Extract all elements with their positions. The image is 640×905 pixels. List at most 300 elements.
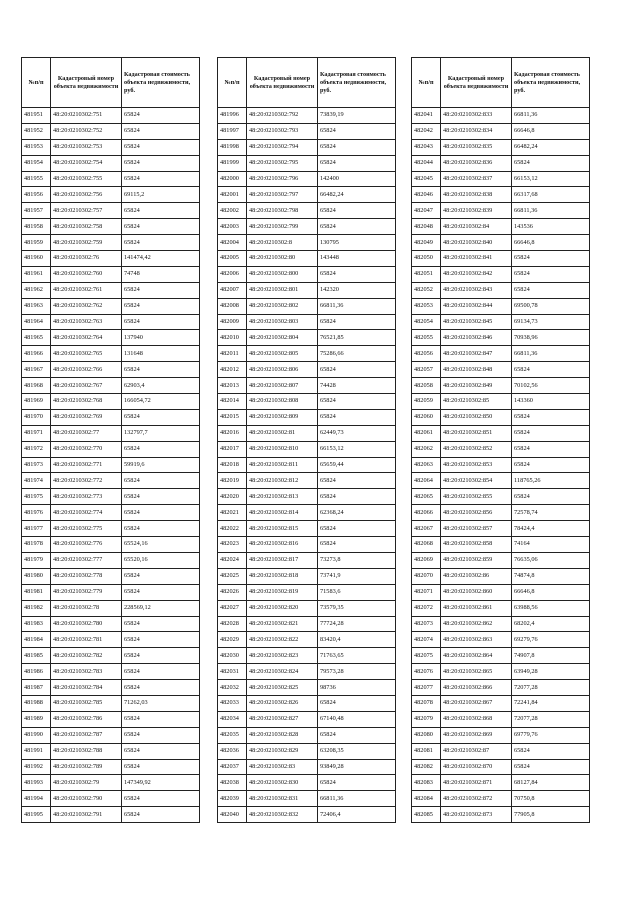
cell-cadastral-number: 48:20:0210302:864	[441, 648, 512, 664]
cell-num: 482035	[218, 727, 247, 743]
table-row	[22, 171, 200, 187]
cell-cost: 76521,85	[318, 330, 396, 346]
cell-num: 482028	[218, 616, 247, 632]
cell-num: 481965	[22, 330, 51, 346]
table-row	[218, 695, 396, 711]
cell-num: 481968	[22, 378, 51, 394]
table-row	[412, 409, 590, 425]
table-row	[22, 155, 200, 171]
cell-cost: 65824	[122, 664, 200, 680]
cell-cost: 74907,8	[512, 648, 590, 664]
cell-cost: 72241,84	[512, 695, 590, 711]
cell-cadastral-number: 48:20:0210302:78	[51, 600, 122, 616]
cell-cadastral-number: 48:20:0210302:772	[51, 473, 122, 489]
table-row	[22, 775, 200, 791]
cell-cost: 65824	[122, 282, 200, 298]
cell-cadastral-number: 48:20:0210302:817	[247, 552, 318, 568]
cell-cadastral-number: 48:20:0210302:846	[441, 330, 512, 346]
cell-cost: 65824	[122, 616, 200, 632]
cell-cost: 131648	[122, 346, 200, 362]
table-row	[22, 632, 200, 648]
cell-cadastral-number: 48:20:0210302:834	[441, 123, 512, 139]
cell-cost: 69134,73	[512, 314, 590, 330]
table-row	[22, 568, 200, 584]
cell-num: 482013	[218, 378, 247, 394]
cell-cost: 65824	[318, 521, 396, 537]
cell-cadastral-number: 48:20:0210302:775	[51, 521, 122, 537]
table-row	[218, 473, 396, 489]
cell-num: 482067	[412, 521, 441, 537]
cell-cost: 73741,9	[318, 568, 396, 584]
table-row	[22, 394, 200, 410]
cell-cadastral-number: 48:20:0210302:85	[441, 394, 512, 410]
cell-num: 482071	[412, 584, 441, 600]
cadastral-table-3	[411, 57, 590, 823]
table-row	[22, 743, 200, 759]
cell-cadastral-number: 48:20:0210302:796	[247, 171, 318, 187]
table-row	[22, 648, 200, 664]
cell-num: 482037	[218, 759, 247, 775]
table-row	[218, 807, 396, 823]
table-row	[22, 807, 200, 823]
cell-num: 482006	[218, 266, 247, 282]
cell-num: 482049	[412, 235, 441, 251]
cell-cost: 65824	[318, 123, 396, 139]
cell-num: 482020	[218, 489, 247, 505]
cell-num: 482058	[412, 378, 441, 394]
table-row	[412, 394, 590, 410]
cell-cadastral-number: 48:20:0210302:840	[441, 235, 512, 251]
cell-num: 481969	[22, 394, 51, 410]
cell-cadastral-number: 48:20:0210302:81	[247, 425, 318, 441]
table-row	[218, 711, 396, 727]
cell-cost: 62903,4	[122, 378, 200, 394]
cell-cadastral-number: 48:20:0210302:863	[441, 632, 512, 648]
cell-cadastral-number: 48:20:0210302:828	[247, 727, 318, 743]
cell-cost: 66811,36	[318, 791, 396, 807]
table-row	[22, 203, 200, 219]
cell-num: 482079	[412, 711, 441, 727]
cell-num: 482080	[412, 727, 441, 743]
cell-num: 482063	[412, 457, 441, 473]
cell-cadastral-number: 48:20:0210302:873	[441, 807, 512, 823]
cell-cadastral-number: 48:20:0210302:871	[441, 775, 512, 791]
cell-cadastral-number: 48:20:0210302:850	[441, 409, 512, 425]
cell-cost: 66811,36	[512, 108, 590, 124]
cell-num: 482078	[412, 695, 441, 711]
cell-cadastral-number: 48:20:0210302:788	[51, 743, 122, 759]
table-row	[412, 489, 590, 505]
table-row	[22, 473, 200, 489]
cell-num: 482016	[218, 425, 247, 441]
cell-num: 481970	[22, 409, 51, 425]
table-row	[218, 775, 396, 791]
table-row	[412, 330, 590, 346]
cell-num: 481957	[22, 203, 51, 219]
cell-num: 482015	[218, 409, 247, 425]
cell-cost: 143448	[318, 251, 396, 267]
table-row	[22, 537, 200, 553]
table-row	[218, 251, 396, 267]
cell-num: 482066	[412, 505, 441, 521]
cell-num: 482069	[412, 552, 441, 568]
cell-cost: 65824	[318, 489, 396, 505]
cell-num: 482017	[218, 441, 247, 457]
cell-cost: 66646,8	[512, 123, 590, 139]
cell-cadastral-number: 48:20:0210302:814	[247, 505, 318, 521]
table-row	[218, 759, 396, 775]
table-row	[412, 584, 590, 600]
cell-num: 482029	[218, 632, 247, 648]
cell-num: 482070	[412, 568, 441, 584]
table-row	[218, 537, 396, 553]
cell-cadastral-number: 48:20:0210302:807	[247, 378, 318, 394]
cell-cost: 77905,8	[512, 807, 590, 823]
cell-cost: 228569,12	[122, 600, 200, 616]
cell-num: 482061	[412, 425, 441, 441]
cell-cost: 65824	[318, 695, 396, 711]
table-row	[412, 521, 590, 537]
table-row	[22, 664, 200, 680]
cell-cadastral-number: 48:20:0210302:778	[51, 568, 122, 584]
table-body	[412, 108, 590, 823]
table-row	[412, 219, 590, 235]
cell-num: 482040	[218, 807, 247, 823]
table-row	[412, 155, 590, 171]
cell-cost: 65824	[122, 568, 200, 584]
cell-cadastral-number: 48:20:0210302:783	[51, 664, 122, 680]
cell-num: 482048	[412, 219, 441, 235]
cell-num: 482031	[218, 664, 247, 680]
table-row	[22, 489, 200, 505]
table-row	[218, 362, 396, 378]
cell-num: 482033	[218, 695, 247, 711]
table-row	[22, 123, 200, 139]
cell-cost: 69279,76	[512, 632, 590, 648]
cell-num: 482039	[218, 791, 247, 807]
table-row	[412, 648, 590, 664]
cell-num: 482076	[412, 664, 441, 680]
table-row	[218, 505, 396, 521]
cell-cost: 72077,28	[512, 711, 590, 727]
cell-cost: 65824	[318, 203, 396, 219]
cell-num: 482057	[412, 362, 441, 378]
cell-num: 482082	[412, 759, 441, 775]
cell-num: 482054	[412, 314, 441, 330]
cell-num: 481979	[22, 552, 51, 568]
cell-cadastral-number: 48:20:0210302:847	[441, 346, 512, 362]
cell-cost: 65824	[122, 139, 200, 155]
cell-num: 482072	[412, 600, 441, 616]
table-row	[218, 314, 396, 330]
cell-cadastral-number: 48:20:0210302:852	[441, 441, 512, 457]
table-row	[412, 727, 590, 743]
cell-cadastral-number: 48:20:0210302:784	[51, 680, 122, 696]
cell-cadastral-number: 48:20:0210302:771	[51, 457, 122, 473]
cell-num: 482023	[218, 537, 247, 553]
cell-cost: 65824	[512, 266, 590, 282]
cell-cadastral-number: 48:20:0210302:802	[247, 298, 318, 314]
table-row	[412, 695, 590, 711]
cell-num: 482041	[412, 108, 441, 124]
cell-num: 481975	[22, 489, 51, 505]
cell-cost: 66482,24	[512, 139, 590, 155]
cell-num: 481964	[22, 314, 51, 330]
cell-cost: 65824	[122, 711, 200, 727]
cell-cadastral-number: 48:20:0210302:832	[247, 807, 318, 823]
cell-cost: 65824	[512, 457, 590, 473]
table-row	[218, 616, 396, 632]
table-row	[22, 330, 200, 346]
table-row	[218, 552, 396, 568]
cell-cadastral-number: 48:20:0210302:849	[441, 378, 512, 394]
table-row	[218, 648, 396, 664]
cell-cadastral-number: 48:20:0210302:853	[441, 457, 512, 473]
cell-cost: 65824	[318, 775, 396, 791]
cell-num: 482019	[218, 473, 247, 489]
cell-cadastral-number: 48:20:0210302:821	[247, 616, 318, 632]
cell-cadastral-number: 48:20:0210302:759	[51, 235, 122, 251]
cell-num: 481985	[22, 648, 51, 664]
table-row	[412, 568, 590, 584]
cell-num: 482009	[218, 314, 247, 330]
table-row	[22, 235, 200, 251]
cell-cadastral-number: 48:20:0210302:83	[247, 759, 318, 775]
table-row	[22, 266, 200, 282]
cell-num: 481991	[22, 743, 51, 759]
cell-cost: 70938,96	[512, 330, 590, 346]
cell-num: 481998	[218, 139, 247, 155]
table-header-row	[22, 58, 200, 108]
header-cost: Кадастровая стоимость объекта недвижимости, руб.	[512, 58, 590, 108]
cell-cost: 65824	[512, 409, 590, 425]
cell-cost: 65824	[122, 171, 200, 187]
cell-num: 482034	[218, 711, 247, 727]
cell-num: 481953	[22, 139, 51, 155]
cell-num: 481976	[22, 505, 51, 521]
table-row	[218, 743, 396, 759]
cell-cadastral-number: 48:20:0210302:827	[247, 711, 318, 727]
cell-cadastral-number: 48:20:0210302:8	[247, 235, 318, 251]
table-row	[218, 394, 396, 410]
cell-cost: 68202,4	[512, 616, 590, 632]
table-row	[412, 775, 590, 791]
cell-num: 481971	[22, 425, 51, 441]
cell-cost: 62368,24	[318, 505, 396, 521]
cell-cadastral-number: 48:20:0210302:773	[51, 489, 122, 505]
cell-num: 482075	[412, 648, 441, 664]
cell-cadastral-number: 48:20:0210302:751	[51, 108, 122, 124]
cell-cadastral-number: 48:20:0210302:838	[441, 187, 512, 203]
cell-cadastral-number: 48:20:0210302:756	[51, 187, 122, 203]
table-row	[412, 425, 590, 441]
table-row	[412, 346, 590, 362]
table-row	[218, 108, 396, 124]
cell-cadastral-number: 48:20:0210302:833	[441, 108, 512, 124]
cell-cadastral-number: 48:20:0210302:764	[51, 330, 122, 346]
cell-cadastral-number: 48:20:0210302:760	[51, 266, 122, 282]
table-row	[412, 759, 590, 775]
table-row	[218, 171, 396, 187]
cell-cadastral-number: 48:20:0210302:837	[441, 171, 512, 187]
table-row	[218, 632, 396, 648]
cell-cost: 66646,8	[512, 584, 590, 600]
header-cost: Кадастровая стоимость объекта недвижимости, руб.	[318, 58, 396, 108]
cell-cost: 65520,16	[122, 552, 200, 568]
cell-cadastral-number: 48:20:0210302:766	[51, 362, 122, 378]
cell-cost: 142320	[318, 282, 396, 298]
cell-cost: 65824	[122, 743, 200, 759]
cell-cadastral-number: 48:20:0210302:757	[51, 203, 122, 219]
cell-num: 481973	[22, 457, 51, 473]
table-row	[218, 791, 396, 807]
table-row	[22, 505, 200, 521]
cell-cost: 66811,36	[318, 298, 396, 314]
cell-cost: 65824	[122, 489, 200, 505]
cell-num: 482059	[412, 394, 441, 410]
table-row	[218, 139, 396, 155]
cell-num: 482011	[218, 346, 247, 362]
table-row	[218, 330, 396, 346]
cell-cost: 74748	[122, 266, 200, 282]
table-row	[412, 251, 590, 267]
cell-num: 482044	[412, 155, 441, 171]
cell-num: 482030	[218, 648, 247, 664]
table-row	[218, 727, 396, 743]
table-row	[218, 298, 396, 314]
cell-cadastral-number: 48:20:0210302:835	[441, 139, 512, 155]
cell-cost: 130795	[318, 235, 396, 251]
cell-cost: 73579,35	[318, 600, 396, 616]
table-row	[22, 282, 200, 298]
cell-cadastral-number: 48:20:0210302:777	[51, 552, 122, 568]
table-row	[218, 155, 396, 171]
cell-cadastral-number: 48:20:0210302:805	[247, 346, 318, 362]
table-row	[412, 632, 590, 648]
cell-cadastral-number: 48:20:0210302:804	[247, 330, 318, 346]
cell-cadastral-number: 48:20:0210302:841	[441, 251, 512, 267]
table-row	[412, 505, 590, 521]
table-row	[412, 139, 590, 155]
cell-cadastral-number: 48:20:0210302:752	[51, 123, 122, 139]
cell-cadastral-number: 48:20:0210302:868	[441, 711, 512, 727]
table-row	[412, 537, 590, 553]
cell-cadastral-number: 48:20:0210302:776	[51, 537, 122, 553]
cell-cost: 65824	[122, 298, 200, 314]
cell-cadastral-number: 48:20:0210302:86	[441, 568, 512, 584]
cell-cost: 65824	[512, 425, 590, 441]
cell-cost: 74874,8	[512, 568, 590, 584]
cell-cadastral-number: 48:20:0210302:810	[247, 441, 318, 457]
cell-cost: 65824	[122, 314, 200, 330]
table-row	[218, 457, 396, 473]
table-row	[412, 552, 590, 568]
cell-num: 481962	[22, 282, 51, 298]
table-row	[412, 743, 590, 759]
cell-cadastral-number: 48:20:0210302:872	[441, 791, 512, 807]
cell-num: 482002	[218, 203, 247, 219]
cell-cost: 79573,28	[318, 664, 396, 680]
cell-cadastral-number: 48:20:0210302:823	[247, 648, 318, 664]
cell-num: 481987	[22, 680, 51, 696]
cell-cost: 66811,36	[512, 346, 590, 362]
cell-cadastral-number: 48:20:0210302:774	[51, 505, 122, 521]
table-row	[412, 362, 590, 378]
cell-cost: 62449,73	[318, 425, 396, 441]
cell-num: 481956	[22, 187, 51, 203]
cadastral-table-1	[21, 57, 200, 823]
cell-cadastral-number: 48:20:0210302:770	[51, 441, 122, 457]
cell-num: 481992	[22, 759, 51, 775]
cell-cadastral-number: 48:20:0210302:824	[247, 664, 318, 680]
cell-cost: 65824	[512, 743, 590, 759]
cell-num: 481952	[22, 123, 51, 139]
table-row	[412, 473, 590, 489]
cell-cadastral-number: 48:20:0210302:836	[441, 155, 512, 171]
cell-cost: 147349,92	[122, 775, 200, 791]
cell-cost: 72077,28	[512, 680, 590, 696]
cell-cadastral-number: 48:20:0210302:812	[247, 473, 318, 489]
cell-cost: 93849,28	[318, 759, 396, 775]
cell-cadastral-number: 48:20:0210302:787	[51, 727, 122, 743]
header-num: №п/п	[412, 58, 441, 108]
cell-num: 481995	[22, 807, 51, 823]
cell-cost: 66153,12	[512, 171, 590, 187]
cell-cadastral-number: 48:20:0210302:831	[247, 791, 318, 807]
cell-cadastral-number: 48:20:0210302:767	[51, 378, 122, 394]
cell-num: 481951	[22, 108, 51, 124]
cell-cadastral-number: 48:20:0210302:791	[51, 807, 122, 823]
cell-cost: 118765,26	[512, 473, 590, 489]
cell-cost: 65824	[318, 727, 396, 743]
cell-cost: 65824	[122, 235, 200, 251]
cell-cost: 78424,4	[512, 521, 590, 537]
cell-cadastral-number: 48:20:0210302:829	[247, 743, 318, 759]
cell-cadastral-number: 48:20:0210302:768	[51, 394, 122, 410]
cell-cost: 70102,56	[512, 378, 590, 394]
cell-cost: 65824	[122, 791, 200, 807]
cell-num: 481993	[22, 775, 51, 791]
cell-num: 481986	[22, 664, 51, 680]
cell-num: 482032	[218, 680, 247, 696]
table-row	[22, 425, 200, 441]
cell-cadastral-number: 48:20:0210302:860	[441, 584, 512, 600]
table-body	[22, 108, 200, 823]
cell-cadastral-number: 48:20:0210302:799	[247, 219, 318, 235]
table-row	[412, 711, 590, 727]
table-row	[218, 584, 396, 600]
cell-cadastral-number: 48:20:0210302:844	[441, 298, 512, 314]
table-row	[412, 123, 590, 139]
cell-cost: 59919,6	[122, 457, 200, 473]
cadastral-table-2	[217, 57, 396, 823]
cell-cost: 69500,78	[512, 298, 590, 314]
table-row	[22, 219, 200, 235]
cell-cost: 65824	[122, 727, 200, 743]
cell-cost: 141474,42	[122, 251, 200, 267]
cell-num: 481990	[22, 727, 51, 743]
cell-cadastral-number: 48:20:0210302:811	[247, 457, 318, 473]
cell-num: 481989	[22, 711, 51, 727]
cell-cadastral-number: 48:20:0210302:785	[51, 695, 122, 711]
cell-cadastral-number: 48:20:0210302:80	[247, 251, 318, 267]
cell-cadastral-number: 48:20:0210302:87	[441, 743, 512, 759]
cell-cadastral-number: 48:20:0210302:797	[247, 187, 318, 203]
table-row	[22, 791, 200, 807]
cell-cost: 65824	[318, 219, 396, 235]
cell-cadastral-number: 48:20:0210302:815	[247, 521, 318, 537]
cell-num: 482046	[412, 187, 441, 203]
